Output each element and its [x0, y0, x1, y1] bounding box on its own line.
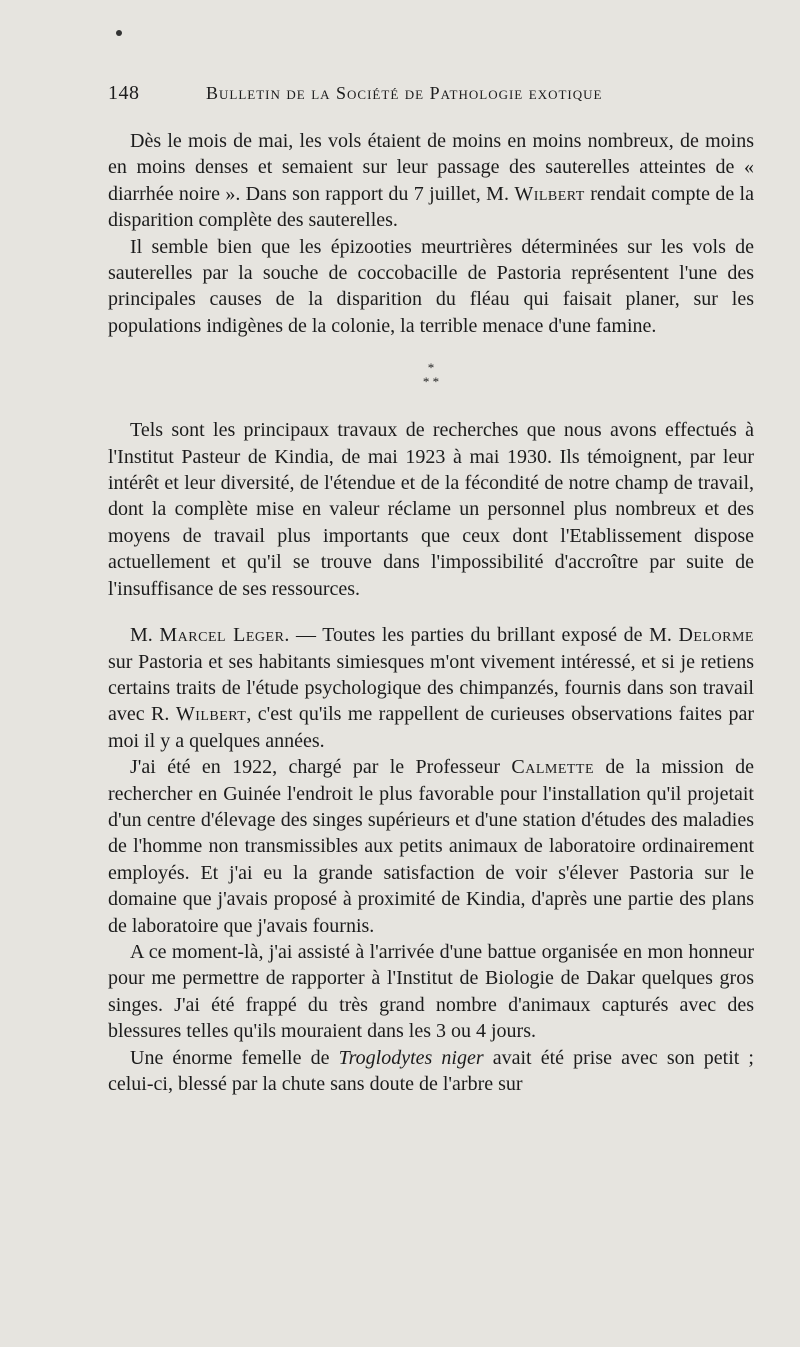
running-header — [108, 82, 754, 110]
asterisk-bottom: * * — [422, 374, 440, 390]
text-run: Une énorme femelle de — [130, 1046, 339, 1069]
paragraph-3: Tels sont les principaux travaux de recherches que nous avons effectués à l'Institut Pasteur de Kindia, de mai 1923 à mai 1930. Ils témoignent, par leur intérêt et leur diversité, de l'étendue et de la fécondité de notre champ de travail, dont la complète mise en valeur réclame un personnel plus nombreux et des moyens de travail plus importants que ceux dont l'Etablissement dispose actuellement et qu'il se trouve dans l'impossibilité d'accroître par suite de l'insuffisance de ses ressources. — [108, 419, 754, 600]
paragraph-gap — [108, 602, 754, 622]
text-run: sur Pastoria et ses habitants simiesques m'ont vivement intéressé, et si je retiens certains traits de l'étude psychologique des chimpanzés, fournis dans son travail avec R. — [108, 650, 754, 726]
text-run: , c'est qu'ils me rappellent de curieuses observations faites par moi il y a quelques années. — [108, 703, 754, 752]
text-run: J'ai été en 1922, chargé par le Professeur — [130, 756, 512, 779]
author-name: Wilbert — [514, 182, 585, 205]
page-mark — [116, 30, 122, 36]
body-text — [108, 128, 754, 1097]
text-run: avait été prise avec son petit ; celui-ci, blessé par la chute sans doute de l'arbre sur — [108, 1046, 754, 1095]
author-name: Calmette — [511, 756, 595, 779]
species-name: Troglodytes niger — [338, 1046, 484, 1069]
paragraph-4 — [108, 622, 754, 754]
text-run: . — Toutes les parties du brillant exposé de M. — [284, 624, 679, 647]
paragraph-1 — [108, 128, 754, 234]
text-run: rendait compte de la disparition complète des sauterelles. — [108, 182, 754, 232]
author-name: Delorme — [678, 624, 754, 647]
section-divider — [108, 361, 754, 389]
author-name: Wilbert — [175, 703, 247, 726]
paragraph-2: Il semble bien que les épizooties meurtrières déterminées sur les vols de sauterelles par la souche de coccobacille de Pastoria représentent l'une des principales causes de la disparition du fléau qui faisait planer, sur les populations indigènes de la colonie, la terrible menace d'une famine. — [108, 235, 754, 337]
paragraph-6: A ce moment-là, j'ai assisté à l'arrivée d'une battue organisée en mon honneur pour me permettre de rapporter à l'Institut de Biologie de Dakar quelques gros singes. J'ai été frappé du très grand nombre d'animaux capturés avec des blessures telles qu'ils mouraient dans les 3 ou 4 jours. — [108, 940, 754, 1043]
paragraph-7 — [108, 1045, 754, 1098]
speaker-name: Marcel Leger — [159, 624, 285, 647]
text-run: M. — [130, 624, 160, 647]
asterisk-top: * — [427, 360, 435, 376]
page-number: 148 — [108, 82, 140, 104]
paragraph-5 — [108, 754, 754, 939]
text-run: de la mission de rechercher en Guinée l'endroit le plus favorable pour l'installation qu'il projetait d'un centre d'élevage des singes supérieurs et d'une station d'études des maladies de l'homme non transmissibles aux petits animaux de laboratoire ordinairement employés. Et j'ai eu la grande satisfaction de voir s'élever Pastoria sur le domaine que j'avais proposé à proximité de Kindia, d'après une partie des plans de laboratoire que j'avais fournis. — [108, 756, 754, 937]
text-run: Dès le mois de mai, les vols étaient de moins en moins nombreux, de moins en moins denses et semaient sur leur passage des sauterelles atteintes de « diarrhée noire ». Dans son rapport du 7 juillet, M. — [108, 130, 754, 205]
running-title: Bulletin de la Société de Pathologie exotique — [206, 83, 603, 103]
